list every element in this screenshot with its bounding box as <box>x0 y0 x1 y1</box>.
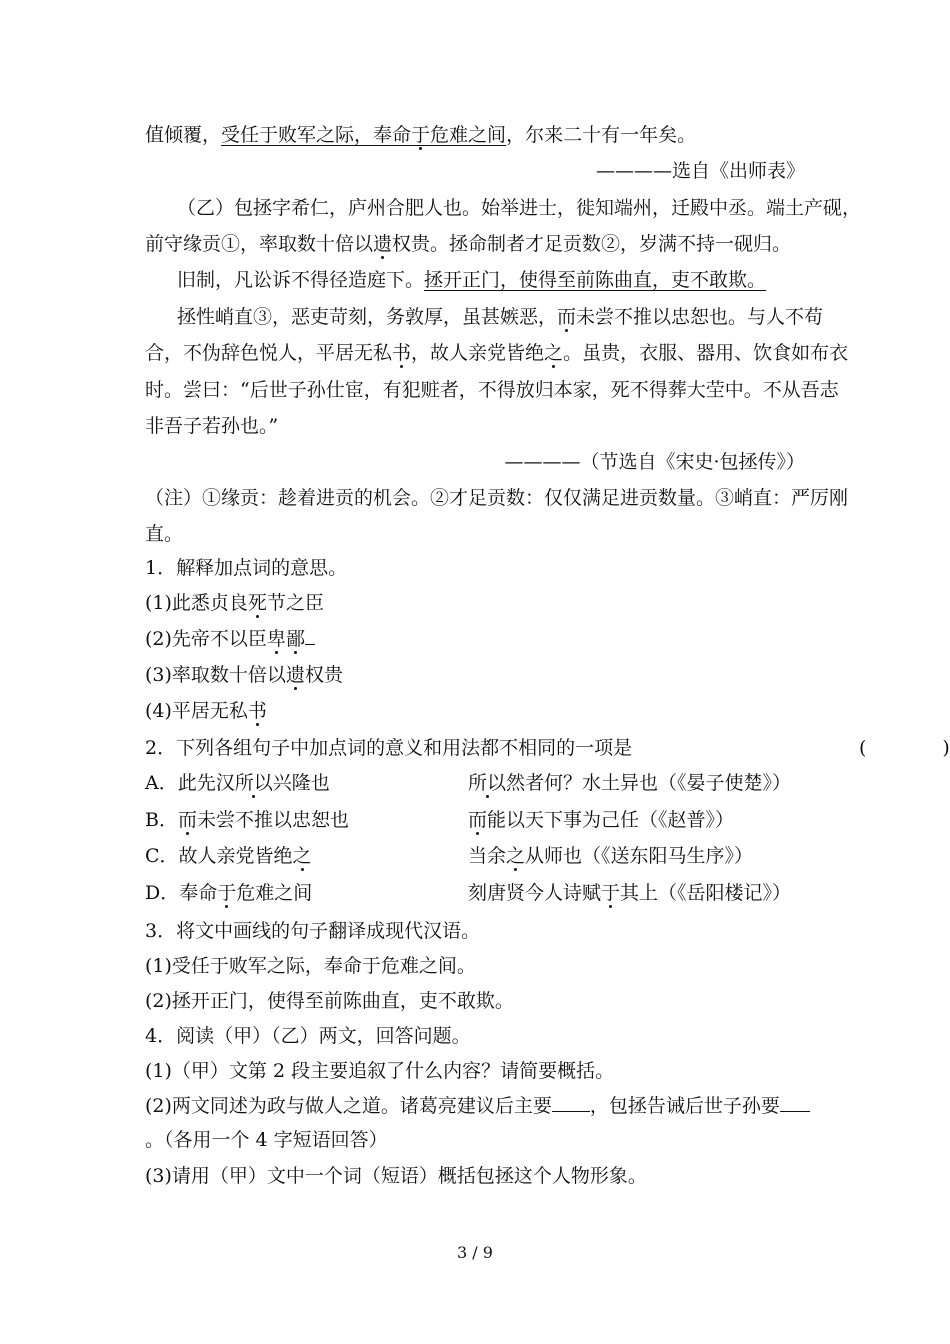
dotted-word: 之 <box>544 342 564 364</box>
dotted-word: 所以 <box>468 772 507 794</box>
q3-title: 3．将文中画线的句子翻译成现代汉语。 <box>145 920 481 942</box>
dotted-word: 于 <box>217 882 237 904</box>
answer-paren[interactable]: ( ) <box>859 737 950 759</box>
dotted-word: 于 <box>601 882 621 904</box>
underlined-sentence-2: 拯开正门，使得至前陈曲直，吏不敢欺。 <box>424 269 767 291</box>
q4-item3: (3)请用（甲）文中一个词（短语）概括包拯这个人物形象。 <box>145 1165 647 1187</box>
dotted-word: 书 <box>247 700 267 722</box>
q1-item4: (4)平居无私书 <box>145 700 267 722</box>
notes-line1: （注）①缘贡：趁着进贡的机会。②才足贡数：仅仅满足进贡数量。③峭直：严厉刚 <box>145 487 849 509</box>
dotted-word: 而 <box>557 306 577 328</box>
dotted-word: 于 <box>411 124 431 146</box>
q4-item1: (1)（甲）文第 2 段主要追叙了什么内容？请简要概括。 <box>145 1060 615 1082</box>
yi-p3-line3: 时。尝曰：“后世子孙仕宦，有犯赃者，不得放归本家，死不得葬大茔中。不从吾志 <box>145 379 839 401</box>
q3-item1: (1)受任于败军之际，奉命于危难之间。 <box>145 955 476 977</box>
answer-blank-2[interactable] <box>780 1093 810 1112</box>
q2-option-c: C．故人亲党皆绝之 当余之从师也（《送东阳马生序》） <box>145 845 754 867</box>
yi-p3-line4: 非吾子若孙也。” <box>145 415 279 437</box>
dotted-word: 之 <box>292 845 312 867</box>
dotted-word: 之 <box>506 845 526 867</box>
yi-p3-line2: 合，不伪辞色悦人，平居无私书，故人亲党皆绝之。虽贵，衣服、器用、饮食如布衣 <box>145 342 849 364</box>
jia-last-line: 值倾覆，受任于败军之际，奉命于危难之间，尔来二十有一年矣。 <box>145 124 697 146</box>
q1-item1: (1)此悉贞良死节之臣 <box>145 592 324 614</box>
page-number: 3 / 9 <box>457 1243 493 1262</box>
yi-p1-line2: 前守缘贡①，率取数十倍以遗权贵。拯命制者才足贡数②，岁满不持一砚归。 <box>145 233 792 255</box>
answer-blank-1[interactable] <box>552 1093 590 1112</box>
dotted-word: 遗 <box>373 233 393 255</box>
dotted-word: 鄙 <box>285 628 305 650</box>
jia-source: ————选自《出师表》 <box>595 160 805 182</box>
q3-item2: (2)拯开正门，使得至前陈曲直，吏不敢欺。 <box>145 990 514 1012</box>
q2-option-b: B．而未尝不推以忠恕也 而能以天下事为己任（《赵普》） <box>145 809 735 831</box>
q2-option-d: D．奉命于危难之间 刻唐贤今人诗赋于其上（《岳阳楼记》） <box>145 882 792 904</box>
q4-item2: (2)两文同述为政与做人之道。诸葛亮建议后主要 ，包拯告诫后世子孙要 <box>145 1093 810 1119</box>
answer-blank[interactable] <box>305 626 315 645</box>
q4-item2-cont: 。（各用一个 4 字短语回答） <box>145 1129 388 1151</box>
q2-option-a: A．此先汉所以兴隆也 所以然者何？水土异也（《晏子使楚》） <box>145 772 792 794</box>
yi-p1-line1: （乙）包拯字希仁，庐州合肥人也。始举进士，徙知端州，迁殿中丞。端土产砚， <box>177 197 862 219</box>
q1-title: 1．解释加点词的意思。 <box>145 557 348 579</box>
dotted-word: 书 <box>392 342 412 364</box>
dotted-word: 而 <box>177 809 197 831</box>
q1-item3: (3)率取数十倍以遗权贵 <box>145 664 343 686</box>
dotted-word: 所以 <box>234 772 273 794</box>
q1-item2: (2)先帝不以臣卑鄙 <box>145 626 315 652</box>
dotted-word: 而 <box>468 809 488 831</box>
yi-p2: 旧制，凡讼诉不得径造庭下。拯开正门，使得至前陈曲直，吏不敢欺。 <box>177 269 767 291</box>
q4-title: 4．阅读（甲）（乙）两文，回答问题。 <box>145 1025 471 1047</box>
q2-title: 2．下列各组句子中加点词的意义和用法都不相同的一项是 ( ) <box>145 737 950 759</box>
notes-line2: 直。 <box>145 523 184 545</box>
dotted-word: 遗 <box>285 664 305 686</box>
yi-source: ————（节选自《宋史·包拯传》） <box>504 451 805 473</box>
yi-p3-line1: 拯性峭直③，恶吏苛刻，务敦厚，虽甚嫉恶，而未尝不推以忠恕也。与人不苟 <box>177 306 824 328</box>
dotted-word: 死 <box>247 592 267 614</box>
dotted-word: 卑 <box>266 628 286 650</box>
underlined-sentence-1: 受任于败军之际，奉命于危难之间 <box>221 124 507 146</box>
